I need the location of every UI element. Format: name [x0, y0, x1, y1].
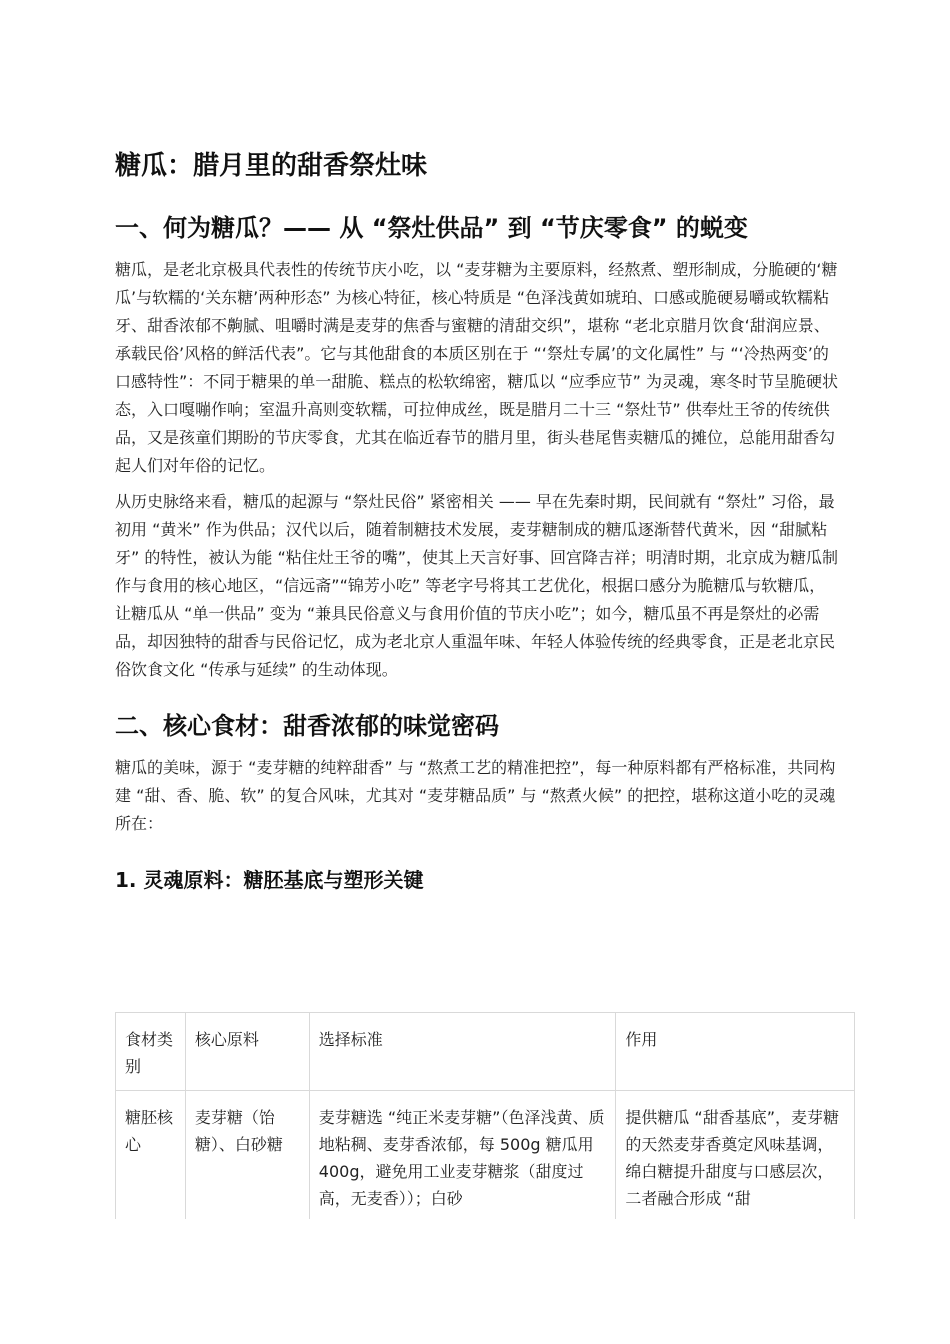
paragraph-intro: 糖瓜，是老北京极具代表性的传统节庆小吃，以 “麦芽糖为主要原料，经熬煮、塑形制成，分脆硬的‘糖瓜’与软糯的‘关东糖’两种形态” 为核心特征，核心特质是 “色泽浅黄如琥珀、口感或脆硬易嚼或软糯粘牙、甜香浓郁不齁腻、咀嚼时满是麦芽的焦香与蜜糖的清甜交织”，堪称 “老北京腊月饮食‘甜润应景、承载民俗’风格的鲜活代表”。它与其他甜食的本质区别在于 “‘祭灶专属’的文化属性” 与 “‘冷热两变’的口感特性”：不同于糖果的单一甜脆、糕点的松软绵密，糖瓜以 “应季应节” 为灵魂，寒冬时节呈脆硬状态，入口嘎嘣作响；室温升高则变软糯，可拉伸成丝，既是腊月二十三 “祭灶节” 供奉灶王爷的传统供品，又是孩童们期盼的节庆零食，尤其在临近春节的腊月里，街头巷尾售卖糖瓜的摊位，总能用甜香勾起人们对年俗的记忆。 — [115, 260, 839, 475]
subsection-heading-1: 1. 灵魂原料：糖胚基底与塑形关键 — [115, 868, 424, 892]
table-header-cell: 作用 — [616, 1013, 855, 1091]
table-cell-effect: 提供糖瓜 “甜香基底”，麦芽糖的天然麦芽香奠定风味基调，绵白糖提升甜度与口感层次，二者融合形成 “甜 — [616, 1091, 855, 1223]
table-cell-ingredient: 麦芽糖（饴糖）、白砂糖 — [185, 1091, 309, 1223]
section-heading-1: 一、何为糖瓜？—— 从 “祭灶供品” 到 “节庆零食” 的蜕变 — [115, 214, 748, 242]
table-header-cell: 选择标准 — [309, 1013, 616, 1091]
document-body — [115, 146, 840, 896]
table-header-row — [116, 1013, 855, 1091]
ingredients-table — [115, 1012, 855, 1223]
table-cell-category: 糖胚核心 — [116, 1091, 186, 1223]
paragraph-history: 从历史脉络来看，糖瓜的起源与 “祭灶民俗” 紧密相关 —— 早在先秦时期，民间就有 “祭灶” 习俗，最初用 “黄米” 作为供品；汉代以后，随着制糖技术发展，麦芽糖制成的糖瓜逐渐替代黄米，因 “甜腻粘牙” 的特性，被认为能 “粘住灶王爷的嘴”，使其上天言好事、回宫降吉祥；明清时期，北京成为糖瓜制作与食用的核心地区，“信远斋”“锦芳小吃” 等老字号将其工艺优化，根据口感分为脆糖瓜与软糖瓜，让糖瓜从 “单一供品” 变为 “兼具民俗意义与食用价值的节庆小吃”；如今，糖瓜虽不再是祭灶的必需品，却因独特的甜香与民俗记忆，成为老北京人重温年味、年轻人体验传统的经典零食，正是老北京民俗饮食文化 “传承与延续” 的生动体现。 — [115, 492, 839, 679]
table-header-cell: 食材类别 — [116, 1013, 186, 1091]
page-title: 糖瓜：腊月里的甜香祭灶味 — [115, 151, 428, 181]
page-bottom-margin — [0, 1219, 950, 1344]
table-cell-standard: 麦芽糖选 “纯正米麦芽糖”（色泽浅黄、质地粘稠、麦芽香浓郁，每 500g 糖瓜用 400g，避免用工业麦芽糖浆（甜度过高，无麦香））；白砂 — [309, 1091, 616, 1223]
paragraph-ingredients: 糖瓜的美味，源于 “麦芽糖的纯粹甜香” 与 “熬煮工艺的精准把控”，每一种原料都有严格标准，共同构建 “甜、香、脆、软” 的复合风味，尤其对 “麦芽糖品质” 与 “熬煮火候” 的把控，堪称这道小吃的灵魂所在： — [115, 758, 836, 833]
table-header-cell: 核心原料 — [185, 1013, 309, 1091]
section-heading-2: 二、核心食材：甜香浓郁的味觉密码 — [115, 712, 499, 740]
table-row — [116, 1091, 855, 1223]
